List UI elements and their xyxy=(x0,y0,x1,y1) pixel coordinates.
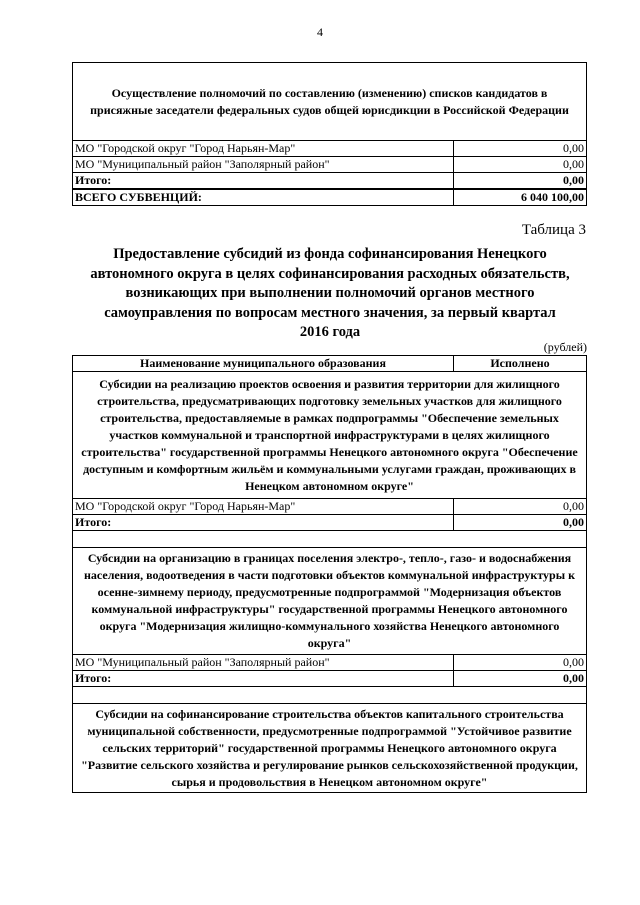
subsidies-table xyxy=(72,355,587,793)
units-label: (рублей) xyxy=(543,340,587,354)
total-value: 0,00 xyxy=(454,173,587,190)
total-label: Итого: xyxy=(73,173,454,190)
executed-value: 0,00 xyxy=(454,157,587,173)
grand-total-value: 6 040 100,00 xyxy=(454,189,587,206)
total-value: 0,00 xyxy=(454,515,587,531)
table-row xyxy=(73,141,587,157)
table-heading: Предоставление субсидий из фонда софинансирования Ненецкого автономного округа в целях софинансирования расходных обязательств, возникающих при выполнении полномочий органов местного самоуправления по вопросам местного значения, за первый квартал 2016 года xyxy=(90,246,570,340)
total-row xyxy=(73,515,587,531)
grand-total-row xyxy=(73,189,587,206)
spacer-cell xyxy=(73,531,587,548)
total-row xyxy=(73,671,587,687)
section-title: Субсидии на софинансирование строительства объектов капитального строительства муниципальной собственности, предусмотренные подпрограммой "Устойчивое развитие сельских территорий" государственной программы Ненецкого автономного округа "Развитие сельского хозяйства и регулирование рынков сельскохозяйственной продукции, сырья и продовольствия в Ненецком автономном округе" xyxy=(73,704,587,793)
section-row xyxy=(73,372,587,499)
municipality-name: МО "Муниципальный район "Заполярный район" xyxy=(73,157,454,173)
executed-value: 0,00 xyxy=(454,141,587,157)
total-label: Итого: xyxy=(73,515,454,531)
table-row xyxy=(73,499,587,515)
column-header-name: Наименование муниципального образования xyxy=(73,356,454,372)
total-value: 0,00 xyxy=(454,671,587,687)
municipality-name: МО "Муниципальный район "Заполярный район" xyxy=(73,655,454,671)
spacer-row xyxy=(73,687,587,704)
total-row xyxy=(73,173,587,190)
grand-total-label: ВСЕГО СУБВЕНЦИЙ: xyxy=(73,189,454,206)
spacer-row xyxy=(73,531,587,548)
section-title: Осуществление полномочий по составлению (изменению) списков кандидатов в присяжные заседатели федеральных судов общей юрисдикции в Российской Федерации xyxy=(73,63,587,141)
section-row xyxy=(73,63,587,141)
spacer-cell xyxy=(73,687,587,704)
municipality-name: МО "Городской округ "Город Нарьян-Мар" xyxy=(73,141,454,157)
executed-value: 0,00 xyxy=(454,655,587,671)
section-title: Субсидии на организацию в границах поселения электро-, тепло-, газо- и водоснабжения населения, водоотведения в части подготовки объектов коммунальной инфраструктуры к осенне-зимнему периоду, предусмотренные подпрограммой "Модернизация объектов коммунальной инфраструктуры" государственной программы Ненецкого автономного округа "Модернизация жилищно-коммунального хозяйства Ненецкого автономного округа" xyxy=(73,548,587,655)
section-row xyxy=(73,548,587,655)
column-header-value: Исполнено xyxy=(454,356,587,372)
subventions-table xyxy=(72,62,587,206)
total-label: Итого: xyxy=(73,671,454,687)
section-row xyxy=(73,704,587,793)
page-number: 4 xyxy=(317,25,323,39)
section-title: Субсидии на реализацию проектов освоения и развития территории для жилищного строительства, предусматривающих подготовку земельных участков для жилищного строительства, предоставляемые в рамках подпрограммы "Обеспечение земельных участков коммунальной и транспортной инфраструктурами в целях жилищного строительства" государственной программы Ненецкого автономного округа "Обеспечение доступным и комфортным жильём и коммунальными услугами граждан, проживающих в Ненецком автономном округе" xyxy=(73,372,587,499)
municipality-name: МО "Городской округ "Город Нарьян-Мар" xyxy=(73,499,454,515)
table-label: Таблица 3 xyxy=(521,222,586,238)
executed-value: 0,00 xyxy=(454,499,587,515)
header-row xyxy=(73,356,587,372)
table-row xyxy=(73,655,587,671)
table-row xyxy=(73,157,587,173)
